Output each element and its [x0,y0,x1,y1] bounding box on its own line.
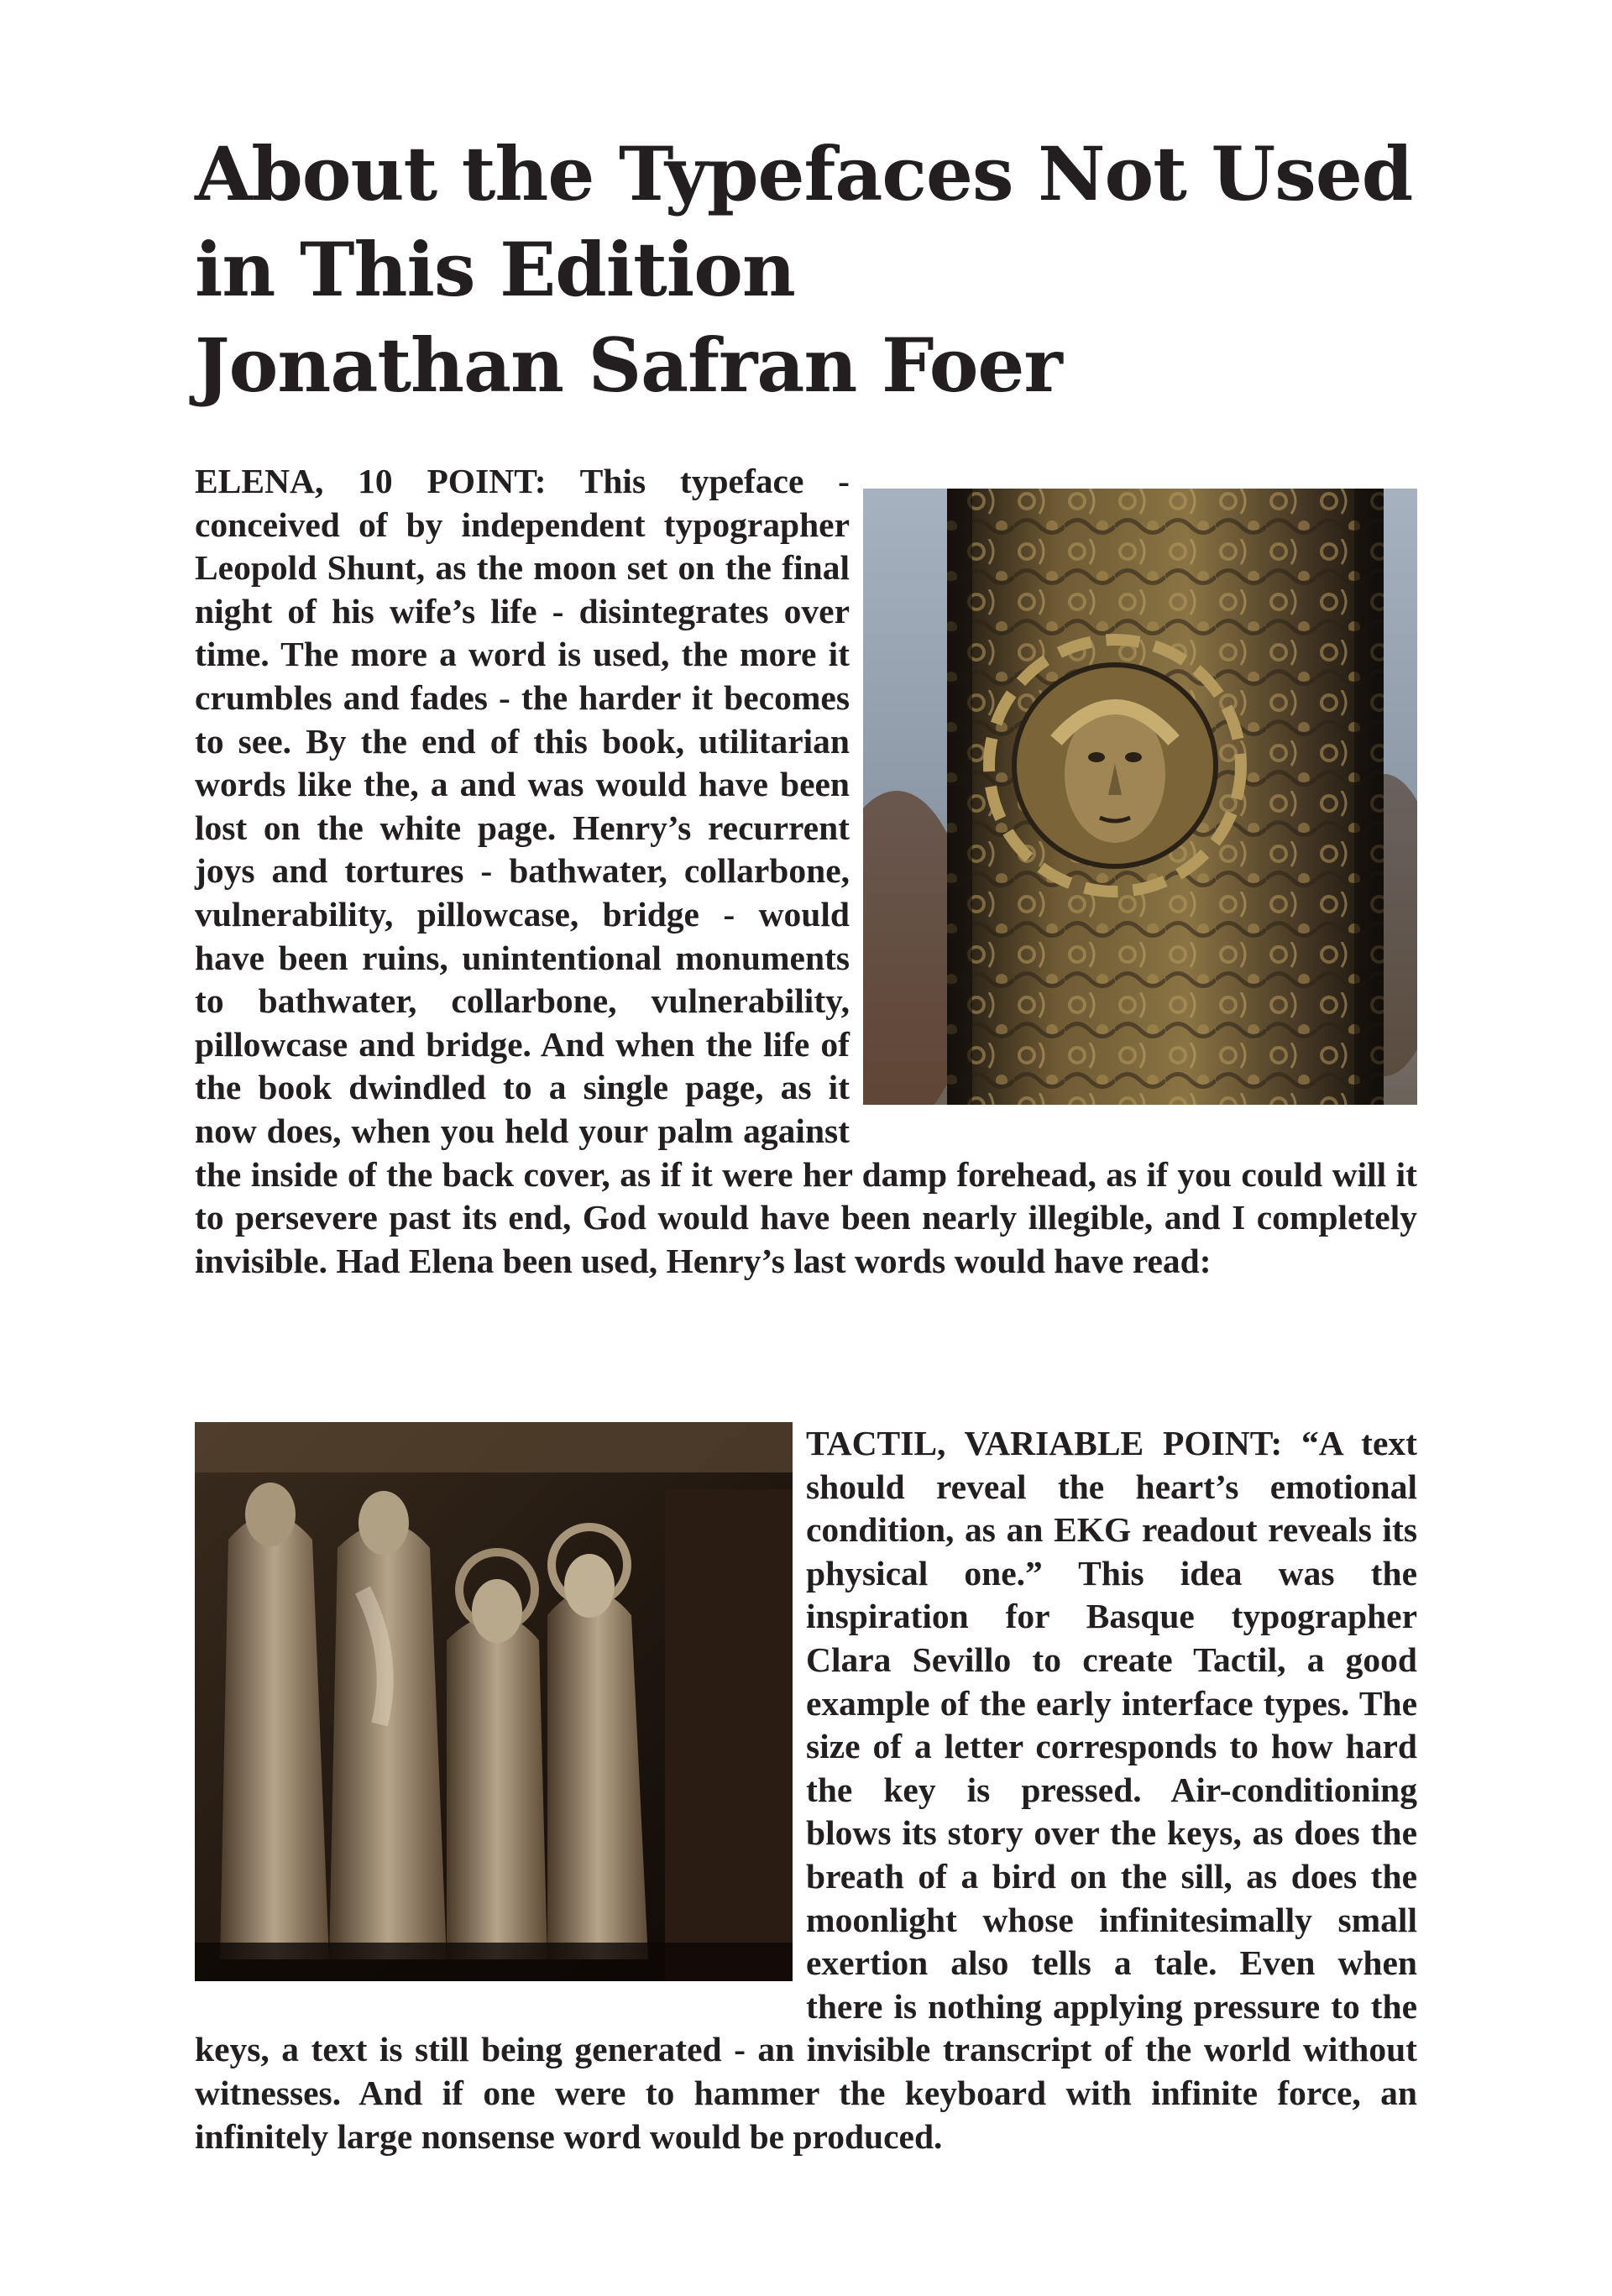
tactil-section [195,1422,1417,2158]
page-title [195,126,1437,413]
elena-paragraph: ELENA, 10 POINT: This typeface - conceived of by independent typographer Leopold Shunt, as the moon set on the final night of his wife’s life - disintegrates over time. The more a word is used, the more it crumbles and fades - the harder it becomes to see. By the end of this book, utilitarian words like the, a and was would have been lost on the white page. Henry’s recurrent joys and tortures - bathwater, collarbone, vulnerability, pillowcase, bridge - would have been ruins, unintentional monuments to bathwater, collarbone, vulnerability, pillowcase and bridge. And when the life of the book dwindled to a single page, as it now does, when you held your palm against the inside of the back cover, as if it were her damp forehead, as if you could will it to persevere past its end, God would have been nearly illegible, and I completely invisible. Had Elena been used, Henry’s last words would have read: [195,462,1417,1280]
tactil-paragraph: TACTIL, VARIABLE POINT: “A text should reveal the heart’s emotional condition, as an EKG readout reveals its physical one.” This idea was the inspiration for Basque typographer Clara Sevillo to create Tactil, a good example of the early interface types. The size of a letter corresponds to how hard the key is pressed. Air-conditioning blows its story over the keys, as does the breath of a bird on the sill, as does the moonlight whose infinitesimally small exertion also tells a tale. Even when there is nothing applying pressure to the keys, a text is still being generated - an invisible transcript of the world without witnesses. And if one were to hammer the keyboard with infinite force, an infinitely large nonsense word would be produced. [195,1424,1417,2156]
author-name: Jonathan Safran Foer [195,322,1062,409]
title-line-2: in This Edition [195,226,795,313]
column-ornament-photo [863,489,1417,1105]
cathedral-statues-photo [195,1422,793,1981]
title-line-1: About the Typefaces Not Used [195,130,1413,217]
elena-section [195,460,1417,1283]
